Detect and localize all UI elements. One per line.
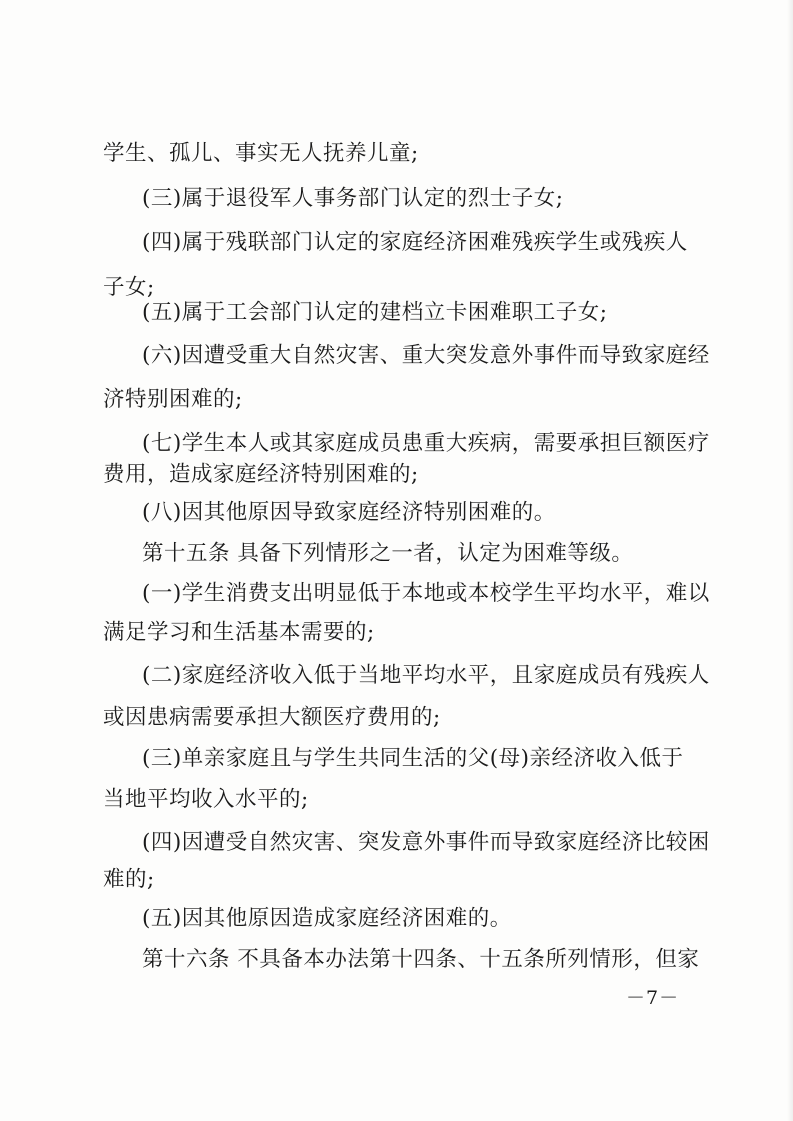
text-line: (六)因遭受重大自然灾害、重大突发意外事件而导致家庭经	[142, 343, 710, 368]
text-line: (五)属于工会部门认定的建档立卡困难职工子女;	[142, 300, 608, 325]
section-heading: 第十六条 不具备本办法第十四条、十五条所列情形，但家	[142, 947, 700, 972]
text-line: (七)学生本人或其家庭成员患重大疾病，需要承担巨额医疗	[142, 431, 710, 456]
text-line: 满足学习和生活基本需要的;	[103, 620, 375, 645]
text-line: (四)属于残联部门认定的家庭经济困难残疾学生或残疾人	[142, 230, 688, 255]
text-line: 济特别困难的;	[103, 387, 243, 412]
text-line: 难的;	[103, 867, 155, 892]
text-line: (三)单亲家庭且与学生共同生活的父(母)亲经济收入低于	[142, 746, 684, 771]
text-line: 或因患病需要承担大额医疗费用的;	[103, 705, 441, 730]
text-line: 学生、孤儿、事实无人抚养儿童;	[103, 141, 419, 166]
text-line: 当地平均收入水平的;	[103, 787, 309, 812]
page-number: －7－	[626, 987, 680, 1009]
text-line: 费用，造成家庭经济特别困难的;	[103, 462, 419, 487]
text-line: (五)因其他原因造成家庭经济困难的。	[142, 906, 512, 931]
text-line: (八)因其他原因导致家庭经济特别困难的。	[142, 500, 556, 525]
text-line: (二)家庭经济收入低于当地平均水平，且家庭成员有残疾人	[142, 663, 710, 688]
text-line: (四)因遭受自然灾害、突发意外事件而导致家庭经济比较困	[142, 830, 710, 855]
text-line: (三)属于退役军人事务部门认定的烈士子女;	[142, 186, 564, 211]
text-line: (一)学生消费支出明显低于本地或本校学生平均水平，难以	[142, 581, 710, 606]
section-heading: 第十五条 具备下列情形之一者，认定为困难等级。	[142, 541, 634, 566]
text-line: 子女;	[103, 275, 155, 300]
page-edge-shadow	[787, 0, 793, 1121]
